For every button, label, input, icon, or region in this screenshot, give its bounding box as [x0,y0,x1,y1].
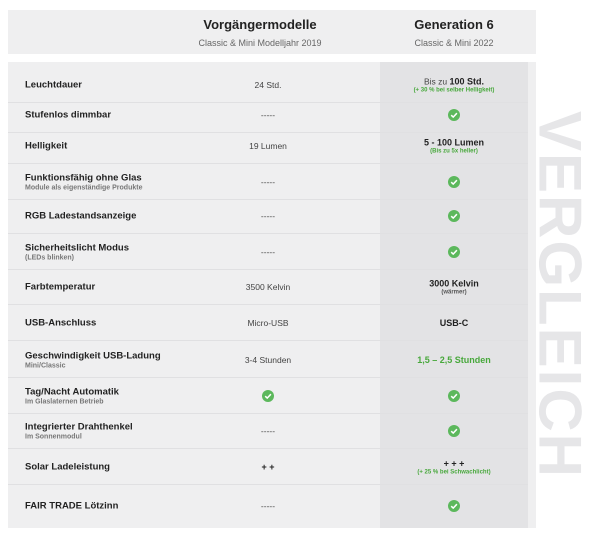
generation-6-value: 1,5 – 2,5 Stunden [417,354,491,365]
table-row-tag-nacht-automatik [8,378,528,414]
row-label: USB-Anschluss [25,317,97,328]
previous-value: + + [261,461,275,472]
header-previous-subtitle: Classic & Mini Modelljahr 2019 [198,38,322,48]
generation-6-value [380,390,528,402]
header-generation-subtitle: Classic & Mini 2022 [414,38,494,48]
watermark-text: VERGLEICH [526,110,594,480]
table-row-sicherheitslicht-modus [8,234,528,270]
check-icon [448,210,460,222]
generation-6-value: USB-C [439,317,469,328]
table-row-usb-anschluss [8,305,528,341]
table-row-solar-ladeleistung [8,449,528,485]
row-label: Solar Ladeleistung [25,461,110,472]
row-label: FAIR TRADE Lötzinn [25,500,119,511]
check-icon [448,425,460,437]
table-row-fair-trade-loetzinn [8,488,528,523]
previous-value: 24 Std. [254,79,282,90]
table-row-geschwindigkeit-usb-ladung [8,342,528,378]
row-label: RGB Ladestandsanzeige [25,210,137,221]
previous-value: ----- [260,210,276,221]
row-label: Integrierter Drahthenkel Im Sonnenmodul [25,421,133,440]
generation-6-value [380,246,528,258]
table-row-rgb-ladestandsanzeige [8,198,528,234]
header-generation-6 [380,17,528,48]
header-generation-title: Generation 6 [414,17,494,32]
check-icon [262,390,274,402]
previous-value: ----- [260,425,276,436]
table-row-farbtemperatur [8,269,528,305]
header-previous-title: Vorgängermodelle [203,17,317,32]
row-label: Tag/Nacht Automatik Im Glaslaternen Betrieb [25,386,119,405]
row-label: Funktionsfähig ohne Glas Module als eigenständige Produkte [25,172,143,191]
generation-6-value [380,109,528,121]
check-icon [448,109,460,121]
check-icon [448,246,460,258]
check-icon [448,390,460,402]
header-previous-models [160,17,360,48]
row-label: Leuchtdauer [25,79,83,90]
previous-value: Micro-USB [247,317,289,328]
row-label: Stufenlos dimmbar [25,109,112,120]
check-icon [448,176,460,188]
generation-6-value [380,210,528,222]
row-label: Farbtemperatur [25,281,96,292]
previous-value [168,390,368,402]
previous-value: 3500 Kelvin [245,281,291,292]
watermark [525,60,595,530]
previous-value: ----- [260,500,276,511]
previous-value: ----- [260,246,276,257]
row-label: Sicherheitslicht Modus (LEDs blinken) [25,242,129,261]
generation-6-value: Bis zu 100 Std. (+ 30 % bei selber Helligkeit) [413,76,495,93]
previous-value: 19 Lumen [249,140,287,151]
generation-6-value [380,425,528,437]
generation-6-value [380,176,528,188]
previous-value: ----- [260,176,276,187]
previous-value: 3-4 Stunden [244,354,292,365]
table-row-integrierter-drahthenkel [8,413,528,449]
generation-6-value: + + + (+ 25 % bei Schwachlicht) [417,458,491,475]
generation-6-value: 3000 Kelvin (wärmer) [429,278,479,295]
previous-value: ----- [260,109,276,120]
row-label: Geschwindigkeit USB-Ladung Mini/Classic [25,350,161,369]
table-row-funktionsfaehig-ohne-glas [8,164,528,200]
generation-6-value: 5 - 100 Lumen (Bis zu 5x heller) [423,137,485,154]
generation-6-value [380,500,528,512]
row-label: Helligkeit [25,140,68,151]
table-row-helligkeit [8,128,528,164]
check-icon [448,500,460,512]
